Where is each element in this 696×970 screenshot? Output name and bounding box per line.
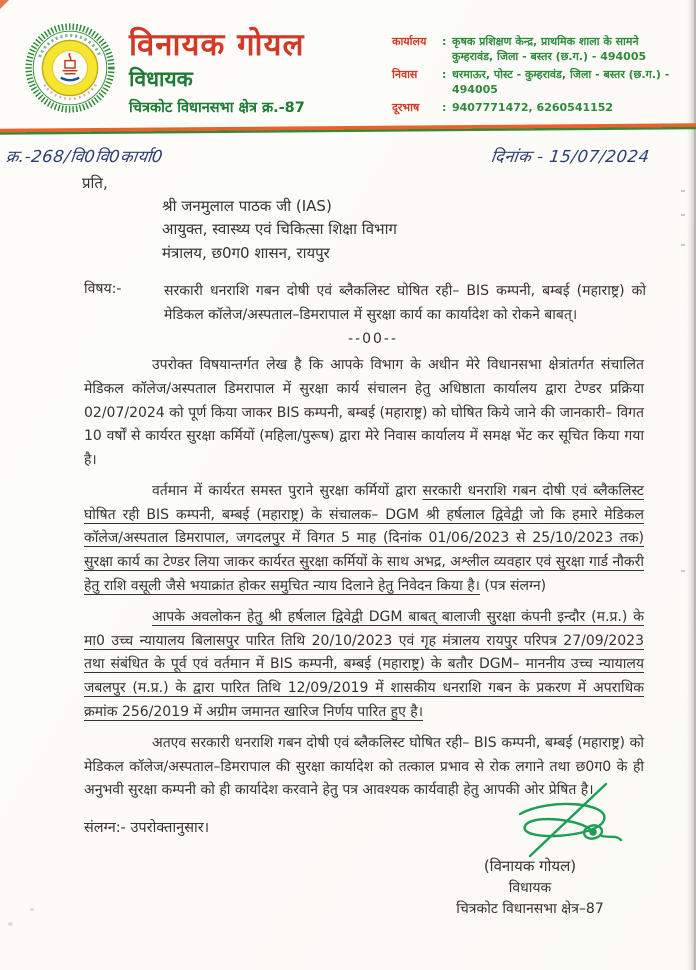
- body-paragraph-2: [84, 480, 644, 599]
- colon: :: [442, 67, 447, 81]
- scan-mark: [681, 570, 685, 572]
- phone-numbers: 9407771472, 6260541152: [452, 100, 614, 114]
- paragraph-2-tail: (पत्र संलग्न): [479, 578, 547, 595]
- office-address-row: [392, 34, 680, 65]
- paragraph-2-underlined: सरकारी धनराशि गबन दोषी एवं ब्लैकलिस्ट घोषित रही BIS कम्पनी, बम्बई (महाराष्ट्र) के संचालक– DGM श्री हर्षलाल द्विवेद्वी जो कि हमारे मेडिकल कॉलेज/अस्पताल डिमरापाल, जगदलपुर में विगत 5 माह (दिनांक 01/06/2023 से 25/10/2023 तक) सुरक्षा कार्य का टेण्डर लिया जाकर कार्यरत सुरक्षा कर्मियों के साथ अभद्र, अश्लील व्यवहार एवं सुरक्षा गार्ड नौकरी हेतु राशि वसूली जैसे भयाक्रांत होकर समुचित न्याय दिलाने हेतु निवेदन किया है।: [84, 482, 644, 595]
- signatory-title: विधायक: [508, 880, 552, 896]
- subject-text: सरकारी धनराशि गबन दोषी एवं ब्लैकलिस्ट घोषित रही– BIS कम्पनी, बम्बई (महाराष्ट्र) को मेडिकल कॉलेज/अस्पताल–डिमरापाल में सुरक्षा कार्य का कार्यादेश को रोकने बाबत्।: [164, 282, 646, 323]
- letterhead-name-block: [116, 22, 392, 117]
- scan-speck: [8, 922, 13, 926]
- mla-constituency: चित्रकोट विधानसभा क्षेत्र क्र.-87: [129, 100, 305, 117]
- signatory-constituency: चित्रकोट विधानसभा क्षेत्र–87: [456, 901, 604, 917]
- body-paragraph-4: अतएव सरकारी धनराशि गबन दोषी एवं ब्लैकलिस्ट घोषित रही– BIS कम्पनी, बम्बई (महाराष्ट्र) को मेडिकल कॉलेज/अस्पताल–डिमरापाल की सुरक्षा कार्यादेश को तत्काल प्रभाव से रोक लगाने तथा छ0ग0 के ही अनुभवी सुरक्षा कम्पनी को ही कार्यादेश करवाने हेतु पत्र आवश्यक कार्यवाही हेतु आपकी ओर प्रेषित है।: [84, 734, 644, 799]
- office-label: कार्यालय: [392, 35, 427, 48]
- subject-separator: --00--: [347, 330, 399, 347]
- scan-corner-mark: [0, 0, 9, 9]
- paragraph-2-lead: वर्तमान में कार्यरत समस्त पुराने सुरक्षा कर्मियों द्वारा: [152, 482, 423, 499]
- page-edge-shadow: [687, 0, 696, 970]
- mla-name: विनायक गोयल: [129, 27, 305, 63]
- colon: :: [442, 100, 447, 114]
- office-address: कृषक प्रशिक्षण केन्द्र, प्राथमिक शाला के सामने कुम्हरावंड, जिला - बस्तर (छ.ग.) - 494005: [452, 35, 647, 64]
- salutation: प्रति,: [82, 174, 108, 192]
- addressee-designation: आयुक्त, स्वास्थ्य एवं चिकित्सा शिक्षा विभाग: [162, 220, 397, 239]
- subject-row: [84, 279, 646, 327]
- chhattisgarh-emblem-icon: [24, 22, 116, 118]
- subject-label: विषय:-: [84, 280, 122, 297]
- signatory-name: (विनायक गोयल): [483, 857, 577, 875]
- reference-number: क्र.-268/वि0वि0कार्या0: [4, 147, 165, 166]
- paragraph-3-underlined: आपके अवलोकन हेतु श्री हर्षलाल द्विवेद्वी DGM बाबत् बालाजी सुरक्षा कंपनी इन्दौर (म.प्र.) के मा0 उच्च न्यायालय बिलासपुर पारित तिथि 20/10/2023 एवं गृह मंत्रालय रायपुर परिपत्र 27/09/2023 तथा संबंधित के पूर्व एवं वर्तमान में BIS कम्पनी, बम्बई (महाराष्ट्र) के बतौर DGM– माननीय उच्च न्यायालय जबलपुर (म.प्र.) के द्वारा पारित तिथि 12/09/2019 में शासकीय धनराशि गबन के प्रकरण में अपराधिक क्रमांक 256/2019 में अग्रीम जमानत खारिज निर्णय पारित हुए है।: [84, 608, 644, 721]
- phone-label: दूरभाष: [392, 100, 420, 114]
- signature-block: [420, 780, 640, 918]
- scan-speck: [30, 908, 34, 911]
- residence-address-row: [392, 67, 680, 98]
- phone-row: [392, 100, 680, 115]
- enclosure-line: संलग्न:- उपरोक्तानुसार।: [84, 820, 210, 837]
- residence-address: धरमाऊर, पोस्ट - कुम्हरावंड, जिला - बस्तर (छ.ग.) - 494005: [452, 67, 670, 97]
- scan-mark: [681, 214, 685, 216]
- mla-title: विधायक: [129, 67, 193, 92]
- scan-mark: [681, 244, 685, 246]
- scan-mark: [681, 190, 685, 192]
- addressee-block: [162, 195, 696, 265]
- residence-label: निवास: [392, 67, 418, 81]
- addressee-name: श्री जनमुलाल पाठक जी (IAS): [162, 197, 332, 215]
- letterhead-divider: [0, 123, 696, 135]
- addressee-office: मंत्रालय, छ0ग0 शासन, रायपुर: [162, 243, 330, 262]
- letterhead: [0, 0, 696, 118]
- reference-row: [6, 144, 650, 167]
- letter-date: दिनांक - 15/07/2024: [490, 147, 652, 166]
- colon: :: [442, 35, 447, 48]
- body-paragraph-1: उपरोक्त विषयान्तर्गत लेख है कि आपके विभाग के अधीन मेरे विधानसभा क्षेत्रांतर्गत संचालित मेडिकल कॉलेज/अस्पताल डिमरापाल में सुरक्षा कार्य संचालन हेतु अधिष्ठाता कार्यालय द्वारा टेण्डर प्रक्रिया 02/07/2024 को पूर्ण किया जाकर BIS कम्पनी, बम्बई (महाराष्ट्र) को घोषित किये जाने की जानकारी– विगत 10 वर्षों से कार्यरत सुरक्षा कर्मियों (महिला/पुरूष) द्वारा मेरे निवास कार्यालय में समक्ष भेंट कर सूचित किया गया है।: [84, 356, 644, 469]
- letterhead-contact-block: [392, 22, 684, 117]
- body-paragraph-3: [84, 606, 644, 725]
- signature-icon: [490, 780, 640, 862]
